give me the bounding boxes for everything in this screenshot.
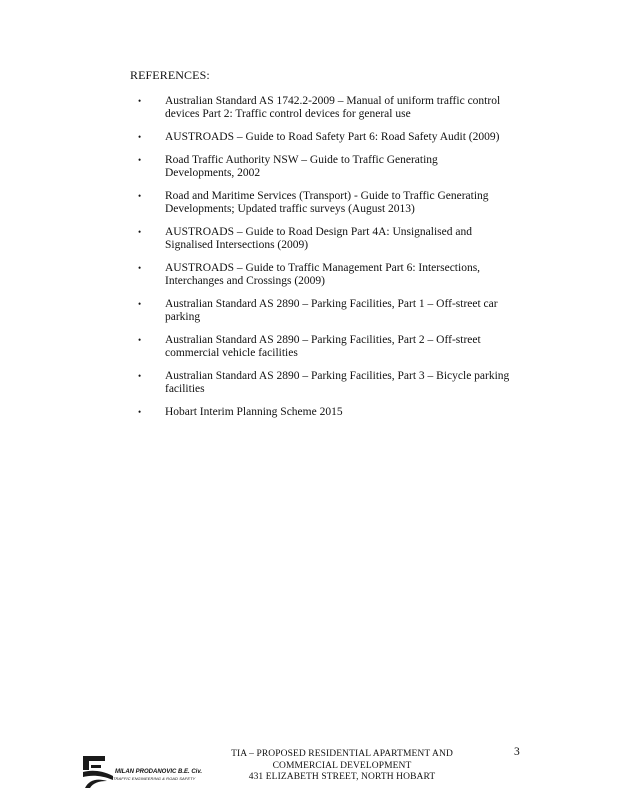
- reference-item: [138, 190, 518, 216]
- reference-item: [138, 262, 518, 288]
- reference-item: [138, 95, 518, 121]
- reference-line-2: Signalised Intersections (2009): [165, 239, 309, 251]
- reference-line-1: AUSTROADS – Guide to Traffic Management Part 6: Intersections,: [165, 262, 481, 274]
- references-heading: REFERENCES:: [130, 68, 210, 82]
- bullet-icon: •: [138, 299, 142, 309]
- reference-item: [138, 406, 518, 419]
- reference-line-1: Road and Maritime Services (Transport) - Guide to Traffic Generating: [165, 190, 489, 202]
- logo-tagline: TRAFFIC ENGINEERING & ROAD SAFETY: [113, 776, 196, 781]
- reference-line-2: facilities: [165, 383, 205, 395]
- references-list: [138, 95, 518, 429]
- reference-item: [138, 370, 518, 396]
- reference-line-1: Road Traffic Authority NSW – Guide to Traffic Generating: [165, 154, 438, 166]
- reference-line-2: Developments, 2002: [165, 167, 261, 179]
- reference-line-1: Australian Standard AS 2890 – Parking Facilities, Part 3 – Bicycle parking: [165, 370, 510, 382]
- reference-line-2: devices Part 2: Traffic control devices for general use: [165, 108, 411, 120]
- footer-title-line1: TIA – PROPOSED RESIDENTIAL APARTMENT AND: [231, 749, 453, 759]
- reference-item: [138, 131, 518, 144]
- reference-item: [138, 154, 518, 180]
- reference-line-1: Australian Standard AS 1742.2-2009 – Manual of uniform traffic control: [165, 95, 501, 107]
- reference-line-2: Interchanges and Crossings (2009): [165, 275, 326, 287]
- footer-title: [214, 749, 470, 784]
- reference-line-1: AUSTROADS – Guide to Road Safety Part 6: Road Safety Audit (2009): [165, 131, 500, 143]
- bullet-icon: •: [138, 407, 142, 417]
- logo-name: MILAN PRODANOVIC B.E. Civ.: [115, 769, 203, 775]
- bullet-icon: •: [138, 132, 142, 142]
- reference-line-2: commercial vehicle facilities: [165, 347, 298, 359]
- road-logo-icon: [83, 756, 117, 788]
- reference-line-2: parking: [165, 311, 201, 323]
- reference-line-1: Hobart Interim Planning Scheme 2015: [165, 406, 343, 418]
- reference-line-2: Developments; Updated traffic surveys (August 2013): [165, 203, 415, 215]
- footer-title-line2: COMMERCIAL DEVELOPMENT: [272, 760, 412, 771]
- bullet-icon: •: [138, 371, 142, 381]
- reference-item: [138, 298, 518, 324]
- bullet-icon: •: [138, 227, 142, 237]
- company-logo: [83, 756, 223, 788]
- page-number: 3: [514, 746, 520, 758]
- footer-address: 431 ELIZABETH STREET, NORTH HOBART: [248, 772, 436, 782]
- reference-line-1: AUSTROADS – Guide to Road Design Part 4A: Unsignalised and: [165, 226, 472, 238]
- bullet-icon: •: [138, 96, 142, 106]
- reference-item: [138, 334, 518, 360]
- bullet-icon: •: [138, 191, 142, 201]
- reference-line-1: Australian Standard AS 2890 – Parking Facilities, Part 1 – Off-street car: [165, 298, 498, 310]
- bullet-icon: •: [138, 155, 142, 165]
- reference-item: [138, 226, 518, 252]
- bullet-icon: •: [138, 335, 142, 345]
- bullet-icon: •: [138, 263, 142, 273]
- reference-line-1: Australian Standard AS 2890 – Parking Facilities, Part 2 – Off-street: [165, 334, 481, 346]
